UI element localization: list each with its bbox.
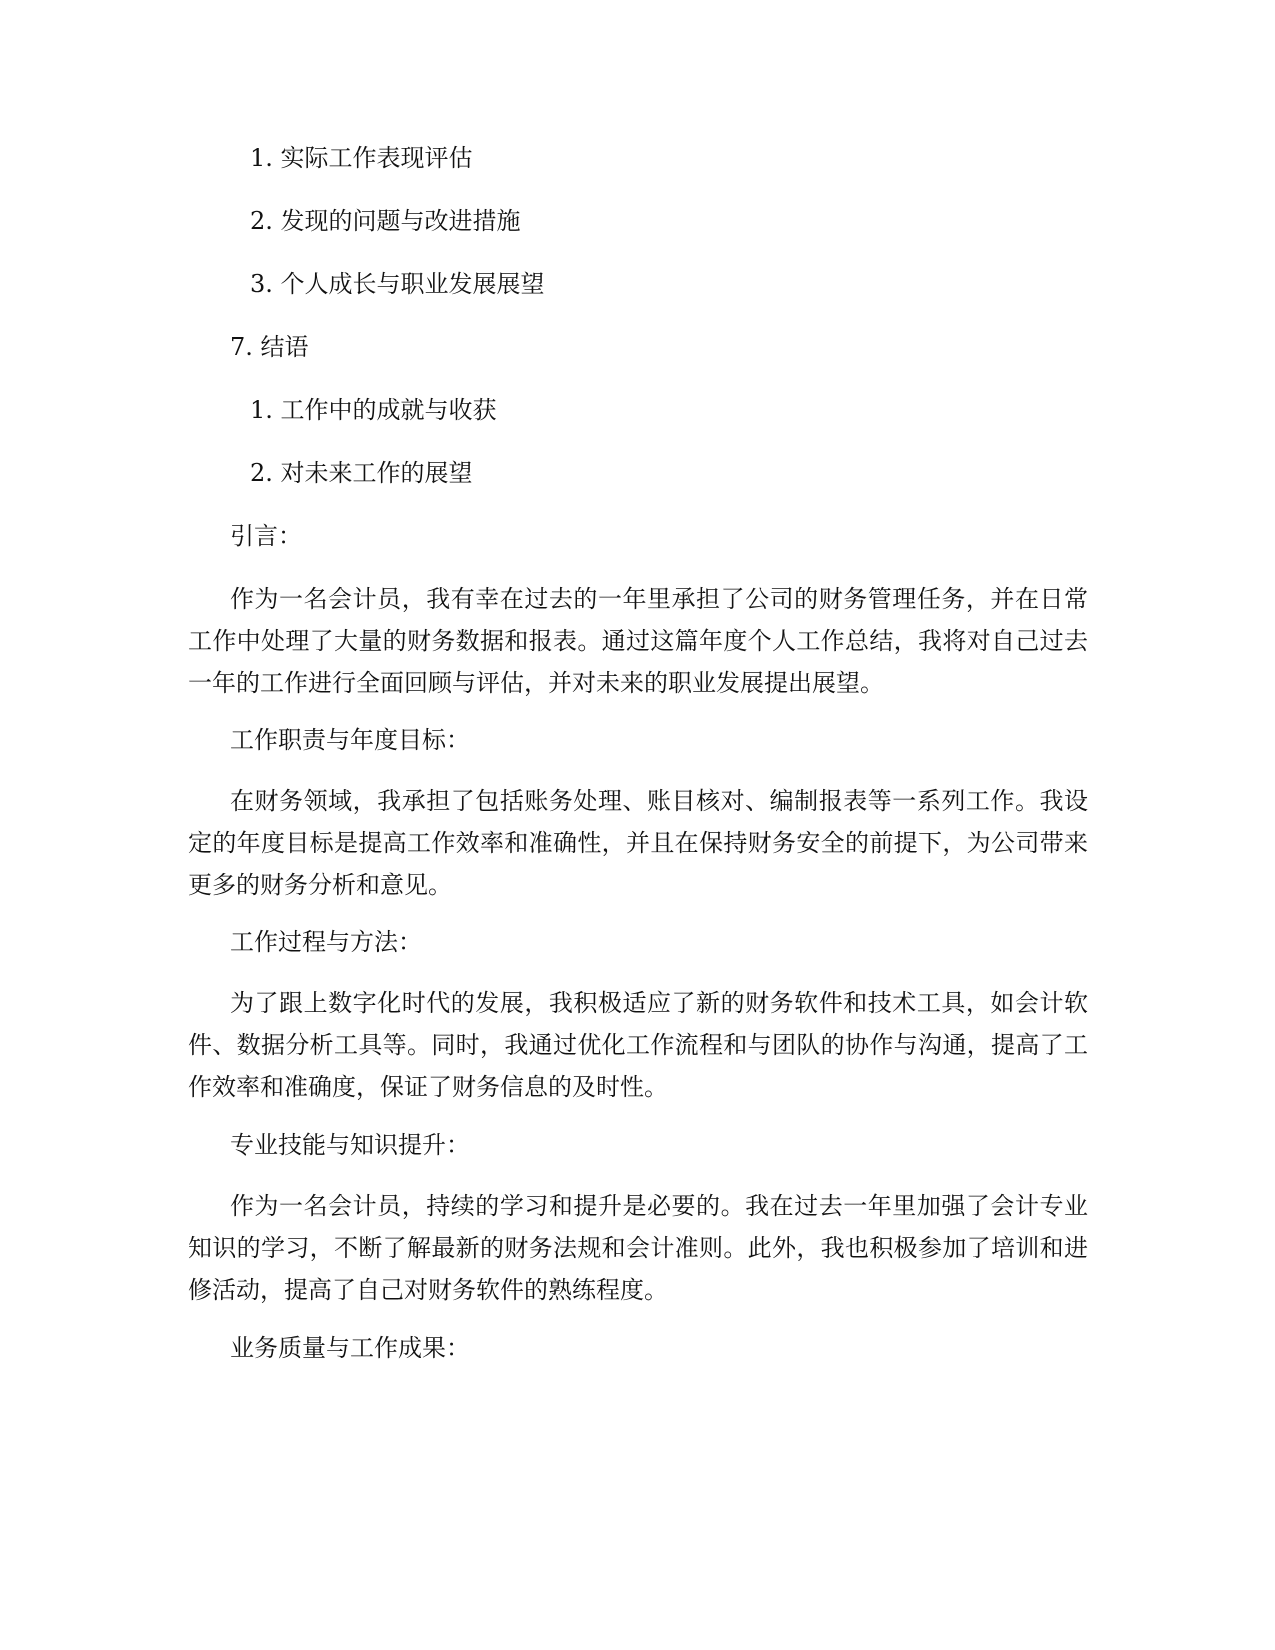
duties-heading: 工作职责与年度目标： [230,726,470,754]
quality-heading: 业务质量与工作成果： [230,1334,470,1362]
process-paragraph: 为了跟上数字化时代的发展，我积极适应了新的财务软件和技术工具，如会计软件、数据分析工具等。同时，我通过优化工作流程和与团队的协作与沟通，提高了工作效率和准确度，保证了财务信息的及时性。 [188,989,1088,1101]
outline-section-7: 7. 结语 [230,333,309,361]
duties-paragraph: 在财务领域，我承担了包括账务处理、账目核对、编制报表等一系列工作。我设定的年度目标是提高工作效率和准确性，并且在保持财务安全的前提下，为公司带来更多的财务分析和意见。 [188,787,1088,899]
outline-item-6-2: 2. 发现的问题与改进措施 [250,207,521,235]
process-heading: 工作过程与方法： [230,928,422,956]
outline-item-6-3: 3. 个人成长与职业发展展望 [250,270,545,298]
outline-item-7-1: 1. 工作中的成就与收获 [250,396,497,424]
outline-item-7-2: 2. 对未来工作的展望 [250,459,473,487]
skills-heading: 专业技能与知识提升： [230,1131,470,1159]
intro-paragraph: 作为一名会计员，我有幸在过去的一年里承担了公司的财务管理任务，并在日常工作中处理了大量的财务数据和报表。通过这篇年度个人工作总结，我将对自己过去一年的工作进行全面回顾与评估，并对未来的职业发展提出展望。 [188,585,1088,697]
outline-item-6-1: 1. 实际工作表现评估 [250,144,473,172]
skills-paragraph: 作为一名会计员，持续的学习和提升是必要的。我在过去一年里加强了会计专业知识的学习，不断了解最新的财务法规和会计准则。此外，我也积极参加了培训和进修活动，提高了自己对财务软件的熟练程度。 [188,1192,1088,1304]
intro-heading: 引言： [230,522,302,550]
